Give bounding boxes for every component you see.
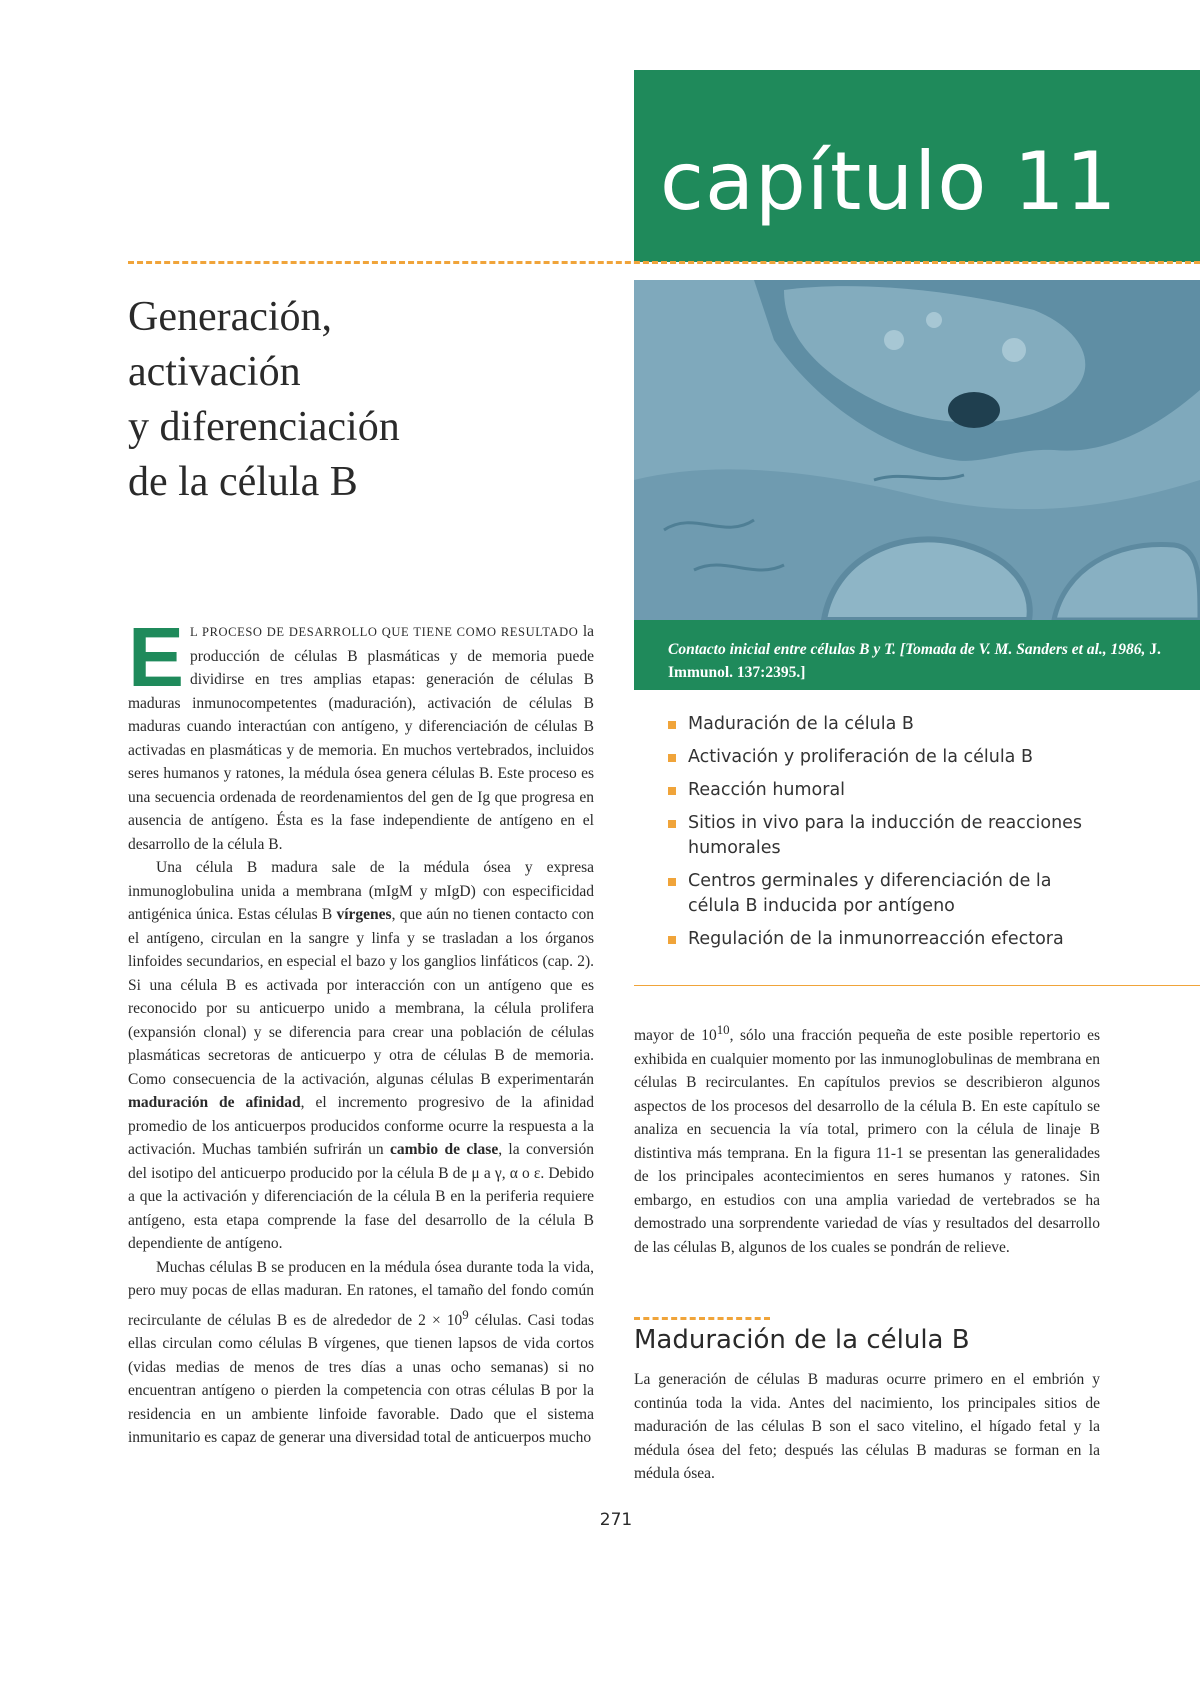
chapter-outline [660,712,1100,960]
outline-item-label: Activación y proliferación de la célula B [688,747,1033,767]
left-column [128,610,595,1450]
chapter-title: capítulo 11 [660,135,1118,228]
bullet-icon [668,820,676,828]
intro-paragraph [128,610,595,856]
bold-term: maduración de afinidad [128,1094,301,1111]
superscript: 10 [716,1022,730,1037]
micrograph-image [634,280,1200,620]
outline-item-label: Regulación de la inmunorreacción efectora [688,929,1064,949]
outline-item [660,712,1100,737]
outline-rule [634,985,1200,986]
drop-cap: E [128,610,185,704]
bold-term: cambio de clase [389,1141,499,1158]
chapter-header-box [634,70,1200,262]
title-line-1: Generación, [128,294,333,340]
outline-item-label: Sitios in vivo para la inducción de reacciones humorales [688,813,1083,858]
text-run: células. Casi todas ellas circulan como células B vírgenes, que tienen lapsos de vida cortos (vidas medias de menos de tres días a unas ocho semanas) si no encuentran antígeno o pierden la competencia con otras células B por la residencia en un ambiente linfoide favorable. Dado que el sistema inmunitario es capaz de generar una diversidad total de anticuerpos mucho [128,1311,594,1447]
bullet-icon [668,787,676,795]
header-dashed-rule [128,261,1200,264]
page-number: 271 [599,1510,633,1530]
intro-text: la producción de células B plasmáticas y de memoria puede dividirse en tres amplias etapas: generación de células B maduras inmunocompetentes (maduración), activación de células B maduras cuando interactúan con antígeno, y diferenciación de células B activadas en plasmáticas y de memoria. En muchos vertebrados, incluidos seres humanos y ratones, la médula ósea genera células B. Este proceso es una secuencia ordenada de reordenamientos del gen de Ig que progresa en ausencia de antígeno. Ésta es la fase independiente de antígeno en el desarrollo de la célula B. [128,623,595,853]
section-dashed-rule [634,1317,770,1320]
text-run: Una célula B madura sale de la médula ósea y expresa inmunoglobulina unida a membrana (mIgM y mIgD) con especificidad antigénica única. Estas células B [128,859,594,923]
bold-term: vírgenes [336,906,392,923]
outline-item-label: Centros germinales y diferenciación de la célula B inducida por antígeno [688,871,1052,916]
outline-item [660,869,1100,919]
section-text [634,1368,1100,1486]
text-run: , sólo una fracción pequeña de este posible repertorio es exhibida en cualquier momento por las inmunoglobulinas de membrana en células B recirculantes. En capítulos previos se describieron algunos aspectos de los procesos del desarrollo de la célula B. En este capítulo se analiza en secuencia la vía total, primero con la célula de linaje B distintiva más temprana. En la figura 11-1 se presentan las generalidades de los principales acontecimientos en seres humanos y ratones. Sin embargo, en estudios con una amplia variedad de vertebrados se ha demostrado una sorprendente variedad de vías y resultados del desarrollo de las células B, algunos de los cuales se pondrán de relieve. [634,1027,1100,1256]
outline-item [660,778,1100,803]
intro-lead: L PROCESO DE DESARROLLO QUE TIENE COMO RESULTADO [190,625,579,639]
chapter-subtitle [128,290,400,510]
section-heading: Maduración de la célula B [634,1325,970,1355]
text-run: mayor de 10 [634,1027,717,1045]
caption-journal: J. Immunol. 137:2395.] [668,641,1161,682]
bullet-icon [668,878,676,886]
right-column-text [634,1018,1100,1259]
outline-item-label: Reacción humoral [688,780,846,800]
outline-item [660,745,1100,770]
text-run: , el incremento progresivo de la afinidad promedio de los anticuerpos producidos conforme ocurre la respuesta a la activación. Muchas también sufrirán un [128,1094,594,1158]
section-paragraph: La generación de células B maduras ocurre primero en el embrión y continúa toda la vida. Antes del nacimiento, los principales sitios de maduración de las células B son el saco vitelino, el hígado fetal y la médula ósea del feto; después las células B maduras se forman en la médula ósea. [634,1371,1100,1482]
body-paragraph-2 [128,856,594,1256]
figure-caption [634,620,1200,690]
bullet-icon [668,721,676,729]
bullet-icon [668,754,676,762]
outline-item [660,811,1100,861]
title-line-3: y diferenciación [128,404,400,450]
text-run: , que aún no tienen contacto con el antígeno, circulan en la sangre y linfa y se trasladan a los órganos linfoides secundarios, en especial el bazo y los ganglios linfáticos (cap. 2). Si una célula B es activada por interacción con un antígeno que es reconocido por su anticuerpo unido a membrana, la célula prolifera (expansión clonal) y se diferencia para crear una población de células plasmáticas secretoras de anticuerpo y otra de células B de memoria. Como consecuencia de la activación, algunas células B experimentarán [128,906,594,1088]
body-paragraph-4 [634,1018,1100,1259]
micrograph-graphic [634,280,1200,620]
outline-item-label: Maduración de la célula B [688,714,914,734]
title-line-4: de la célula B [128,459,358,505]
bullet-icon [668,936,676,944]
title-line-2: activación [128,349,301,395]
superscript: 9 [462,1306,469,1322]
outline-item [660,927,1100,952]
body-paragraph-3 [128,1256,594,1450]
text-run: Muchas células B se producen en la médula ósea durante toda la vida, pero muy pocas de ellas maduran. En ratones, el tamaño del fondo común recirculante de células B es de alrededor de 2 × 10 [128,1258,594,1329]
caption-text: Contacto inicial entre células B y T. [Tomada de V. M. Sanders et al., 1986, [668,641,1150,658]
text-run: , la conversión del isotipo del anticuerpo producido por la célula B de μ a γ, α o ε. Debido a que la activación y diferenciación de la célula B en la periferia requiere antígeno, esta etapa comprende la fase del desarrollo de la célula B dependiente de antígeno. [128,1141,594,1252]
